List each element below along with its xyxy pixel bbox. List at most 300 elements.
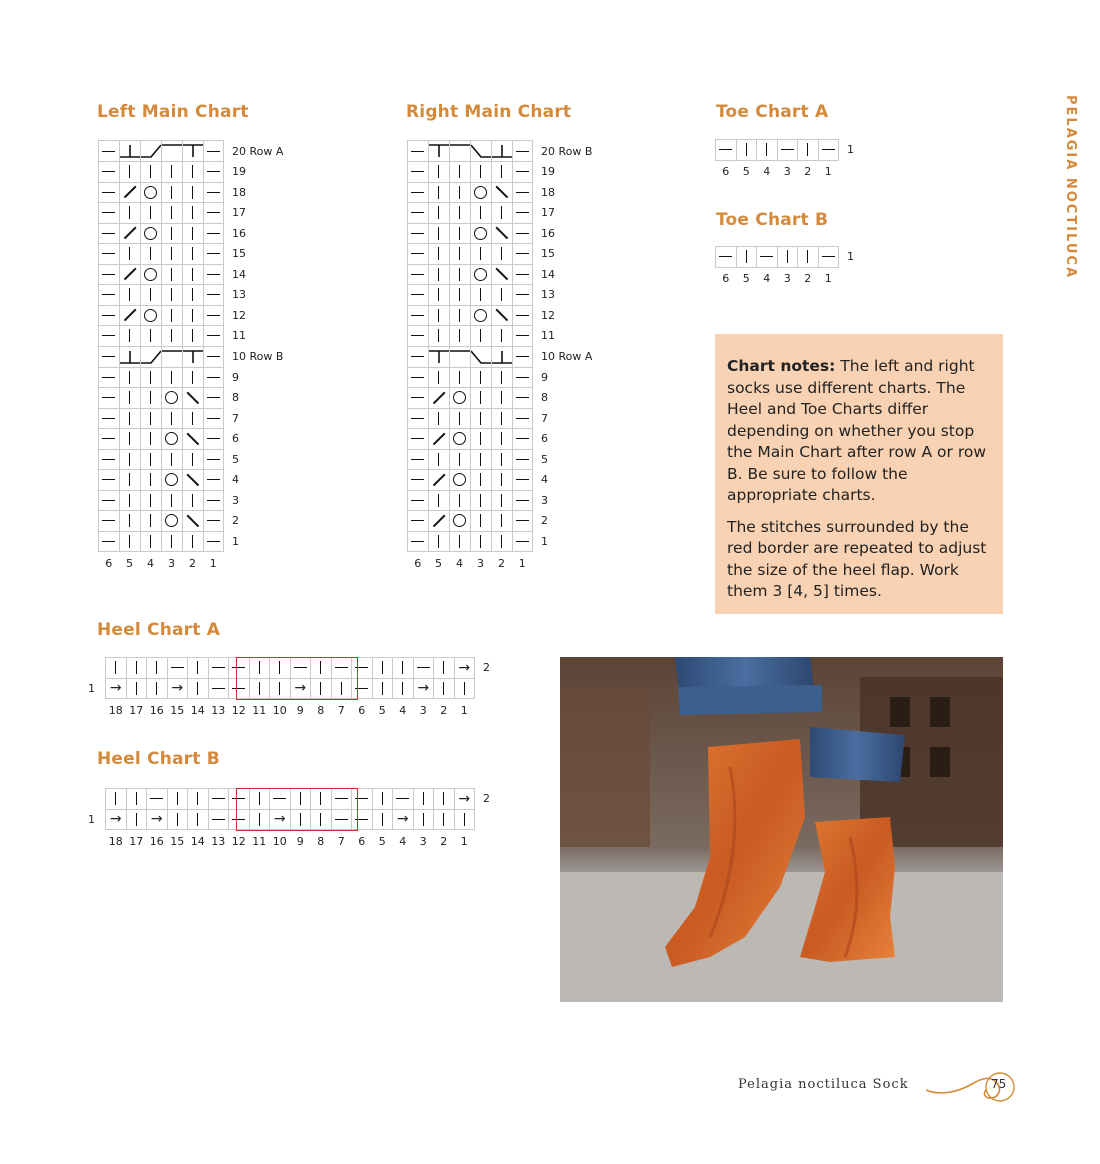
row-label: 12 xyxy=(541,308,555,322)
stitch-cell xyxy=(140,367,161,388)
cable-stitch-icon xyxy=(141,347,161,367)
purl-stitch-icon xyxy=(516,171,529,172)
yo-stitch-icon xyxy=(165,514,178,527)
stitch-cell xyxy=(182,388,203,409)
stitch-number: 11 xyxy=(252,834,267,848)
stitch-number: 9 xyxy=(296,834,304,848)
row-label: 14 xyxy=(541,267,555,281)
stitch-cell xyxy=(106,678,127,699)
stitch-cell xyxy=(408,531,429,552)
stitch-cell xyxy=(119,162,140,183)
stitch-cell xyxy=(140,285,161,306)
heel-chart-a-title: Heel Chart A xyxy=(97,620,221,640)
stitch-cell xyxy=(491,182,512,203)
purl-stitch-icon xyxy=(102,233,115,234)
stitch-cell xyxy=(470,326,491,347)
row-label: 12 xyxy=(232,308,246,322)
knit-stitch-icon xyxy=(197,661,198,674)
stitch-number: 5 xyxy=(742,272,750,285)
stitch-cell xyxy=(119,449,140,470)
row-label: 1 xyxy=(847,250,854,264)
stitch-cell xyxy=(99,408,120,429)
knit-stitch-icon xyxy=(150,288,151,301)
purl-stitch-icon xyxy=(207,479,220,480)
knit-stitch-icon xyxy=(150,391,151,404)
stitch-cell xyxy=(119,511,140,532)
row-label: 17 xyxy=(232,206,246,220)
chart-row xyxy=(99,182,284,203)
row-label: 1 xyxy=(541,534,548,548)
knit-stitch-icon xyxy=(459,329,460,342)
stitch-number: 8 xyxy=(317,703,325,717)
stitch-cell xyxy=(491,531,512,552)
stitch-cell xyxy=(229,809,250,830)
stitch-cell xyxy=(408,326,429,347)
purl-stitch-icon xyxy=(516,233,529,234)
purl-stitch-icon xyxy=(212,688,225,689)
stitch-cell xyxy=(491,141,512,162)
purl-stitch-icon xyxy=(411,356,424,357)
stitch-cell xyxy=(428,388,449,409)
stitch-cell xyxy=(736,247,757,268)
chart-row xyxy=(408,531,593,552)
purl-stitch-icon xyxy=(207,315,220,316)
row-label: 15 xyxy=(541,247,555,261)
slip-arrow-icon: → xyxy=(458,790,471,807)
stitch-cell xyxy=(147,789,168,810)
stitch-cell xyxy=(408,182,429,203)
knit-stitch-icon xyxy=(438,227,439,240)
knit-stitch-icon xyxy=(136,792,137,805)
purl-stitch-icon xyxy=(411,377,424,378)
stitch-cell xyxy=(428,346,449,367)
knit-stitch-icon xyxy=(480,473,481,486)
stitch-cell xyxy=(798,247,819,268)
stitch-cell xyxy=(161,305,182,326)
purl-stitch-icon xyxy=(411,335,424,336)
stitch-cell xyxy=(161,162,182,183)
stitch-cell xyxy=(203,141,224,162)
knit-stitch-icon xyxy=(115,661,116,674)
left-main-chart xyxy=(98,140,284,574)
purl-stitch-icon xyxy=(411,397,424,398)
cable-stitch-icon xyxy=(120,347,140,367)
purl-stitch-icon xyxy=(516,192,529,193)
stitch-number: 8 xyxy=(317,834,325,848)
stitch-cell xyxy=(449,203,470,224)
stitch-cell xyxy=(470,408,491,429)
stitch-cell xyxy=(331,809,352,830)
stitch-cell xyxy=(434,789,455,810)
knit-stitch-icon xyxy=(501,329,502,342)
knit-stitch-icon xyxy=(480,514,481,527)
knit-stitch-icon xyxy=(177,792,178,805)
purl-stitch-icon xyxy=(232,798,245,799)
stitch-cell xyxy=(449,223,470,244)
stitch-cell xyxy=(428,223,449,244)
chart-row xyxy=(99,305,284,326)
knit-stitch-icon xyxy=(464,813,465,826)
knit-stitch-icon xyxy=(129,165,130,178)
row-label: 19 xyxy=(541,165,555,179)
chart-row xyxy=(99,388,284,409)
knit-stitch-icon xyxy=(192,268,193,281)
stitch-cell xyxy=(249,678,270,699)
stitch-cell xyxy=(818,247,839,268)
stitch-cell xyxy=(182,203,203,224)
knit-stitch-icon xyxy=(150,514,151,527)
chart-row xyxy=(408,429,593,450)
purl-stitch-icon xyxy=(207,500,220,501)
row-label: 7 xyxy=(541,411,548,425)
purl-stitch-icon xyxy=(102,377,115,378)
stitch-cell xyxy=(428,531,449,552)
stitch-cell xyxy=(99,305,120,326)
stitch-number: 18 xyxy=(108,834,123,848)
stitch-cell xyxy=(99,264,120,285)
stitch-number: 3 xyxy=(168,556,175,570)
stitch-number: 5 xyxy=(378,834,386,848)
knit-stitch-icon xyxy=(480,329,481,342)
knit-stitch-icon xyxy=(746,250,747,263)
purl-stitch-icon xyxy=(516,253,529,254)
knit-stitch-icon xyxy=(192,206,193,219)
stitch-cell xyxy=(449,244,470,265)
row-label xyxy=(475,809,491,830)
row-label: 18 xyxy=(232,185,246,199)
stitch-cell xyxy=(512,388,533,409)
knit-stitch-icon xyxy=(177,813,178,826)
stitch-cell xyxy=(449,162,470,183)
row-label: 11 xyxy=(541,329,555,343)
stitch-number: 14 xyxy=(190,834,205,848)
knit-stitch-icon xyxy=(438,494,439,507)
chart-row xyxy=(408,490,593,511)
stitch-cell xyxy=(270,809,291,830)
stitch-cell xyxy=(428,203,449,224)
purl-stitch-icon xyxy=(411,171,424,172)
stitch-cell xyxy=(512,305,533,326)
knit-stitch-icon xyxy=(156,682,157,695)
knit-stitch-icon xyxy=(459,371,460,384)
stitch-cell xyxy=(140,223,161,244)
chart-row xyxy=(88,658,490,679)
stitch-cell xyxy=(798,140,819,161)
row-label xyxy=(475,678,491,699)
stitch-cell xyxy=(99,223,120,244)
stitch-cell xyxy=(126,678,147,699)
yo-stitch-icon xyxy=(453,514,466,527)
slash-stitch-icon xyxy=(123,186,135,198)
stitch-number: 18 xyxy=(108,703,123,717)
stitch-cell xyxy=(182,326,203,347)
knit-stitch-icon xyxy=(438,371,439,384)
stitch-number: 2 xyxy=(440,834,448,848)
stitch-cell xyxy=(491,244,512,265)
stitch-number: 7 xyxy=(337,703,345,717)
purl-stitch-icon xyxy=(207,192,220,193)
knit-stitch-icon xyxy=(192,186,193,199)
stitch-cell xyxy=(140,511,161,532)
knit-stitch-icon xyxy=(192,412,193,425)
stitch-cell xyxy=(99,511,120,532)
chart-row xyxy=(99,141,284,162)
stitch-cell xyxy=(182,305,203,326)
stitch-cell xyxy=(126,658,147,679)
stitch-number: 6 xyxy=(722,165,730,178)
stitch-cell xyxy=(818,140,839,161)
stitch-cell xyxy=(449,531,470,552)
stitch-number: 5 xyxy=(378,703,386,717)
row-label: 16 xyxy=(541,226,555,240)
purl-stitch-icon xyxy=(102,500,115,501)
stitch-cell xyxy=(106,809,127,830)
stitch-cell xyxy=(428,449,449,470)
chart-row xyxy=(408,223,593,244)
stitch-cell xyxy=(182,141,203,162)
stitch-cell xyxy=(408,449,429,470)
knit-stitch-icon xyxy=(480,535,481,548)
purl-stitch-icon xyxy=(411,192,424,193)
stitch-cell xyxy=(311,678,332,699)
purl-stitch-icon xyxy=(102,192,115,193)
stitch-cell xyxy=(99,346,120,367)
knit-stitch-icon xyxy=(115,792,116,805)
purl-stitch-icon xyxy=(411,233,424,234)
stitch-cell xyxy=(470,203,491,224)
knit-stitch-icon xyxy=(192,309,193,322)
purl-stitch-icon xyxy=(207,438,220,439)
knit-stitch-icon xyxy=(197,682,198,695)
yo-stitch-icon xyxy=(165,473,178,486)
knit-stitch-icon xyxy=(459,288,460,301)
row-label-left xyxy=(88,658,106,679)
slash-stitch-icon xyxy=(123,268,135,280)
knit-stitch-icon xyxy=(443,661,444,674)
stitch-number: 2 xyxy=(440,703,448,717)
stitch-number: 1 xyxy=(824,272,832,285)
cable-stitch-icon xyxy=(141,141,161,161)
stitch-number-row xyxy=(99,552,284,575)
purl-stitch-icon xyxy=(516,459,529,460)
row-label: 14 xyxy=(232,267,246,281)
stitch-cell xyxy=(167,809,188,830)
row-label: 10 Row A xyxy=(541,350,593,363)
stitch-cell xyxy=(408,141,429,162)
stitch-number: 10 xyxy=(272,834,287,848)
knit-stitch-icon xyxy=(150,247,151,260)
stitch-cell xyxy=(140,182,161,203)
stitch-cell xyxy=(428,285,449,306)
stitch-number: 11 xyxy=(252,703,267,717)
stitch-cell xyxy=(140,388,161,409)
chart-row xyxy=(99,203,284,224)
knit-stitch-icon xyxy=(192,288,193,301)
purl-stitch-icon xyxy=(102,397,115,398)
stitch-cell xyxy=(449,326,470,347)
stitch-cell xyxy=(203,223,224,244)
stitch-cell xyxy=(428,141,449,162)
purl-stitch-icon xyxy=(102,151,115,152)
purl-stitch-icon xyxy=(335,798,348,799)
knit-stitch-icon xyxy=(136,661,137,674)
stitch-cell xyxy=(428,326,449,347)
stitch-cell xyxy=(203,490,224,511)
row-label: 9 xyxy=(232,370,239,384)
purl-stitch-icon xyxy=(212,667,225,668)
stitch-cell xyxy=(99,141,120,162)
stitch-cell xyxy=(512,244,533,265)
stitch-number: 6 xyxy=(105,556,113,570)
stitch-cell xyxy=(203,162,224,183)
stitch-cell xyxy=(203,285,224,306)
chart-row xyxy=(408,182,593,203)
knit-stitch-icon xyxy=(197,792,198,805)
purl-stitch-icon xyxy=(102,438,115,439)
stitch-cell xyxy=(413,678,434,699)
knit-stitch-icon xyxy=(480,494,481,507)
stitch-number: 4 xyxy=(399,703,407,717)
row-label: 7 xyxy=(232,411,239,425)
bslash-stitch-icon xyxy=(495,268,507,280)
stitch-number: 4 xyxy=(763,272,771,285)
stitch-cell xyxy=(428,162,449,183)
knit-stitch-icon xyxy=(129,206,130,219)
stitch-cell xyxy=(449,388,470,409)
bslash-stitch-icon xyxy=(186,392,198,404)
stitch-number-row xyxy=(88,830,490,853)
left-main-chart-title: Left Main Chart xyxy=(97,102,249,122)
stitch-cell xyxy=(140,203,161,224)
knit-stitch-icon xyxy=(171,453,172,466)
stitch-cell xyxy=(119,264,140,285)
stitch-cell xyxy=(229,658,250,679)
stitch-cell xyxy=(140,490,161,511)
stitch-number-row xyxy=(88,699,490,722)
stitch-cell xyxy=(413,658,434,679)
stitch-cell xyxy=(140,326,161,347)
knit-stitch-icon xyxy=(259,792,260,805)
yo-stitch-icon xyxy=(144,186,157,199)
knit-stitch-icon xyxy=(150,371,151,384)
stitch-cell xyxy=(270,658,291,679)
notes-para2: The stitches surrounded by the red border are repeated to adjust the size of the heel flap. Work them 3 [4, 5] times. xyxy=(727,517,987,600)
row-label: 13 xyxy=(232,288,246,302)
knit-stitch-icon xyxy=(382,682,383,695)
bslash-stitch-icon xyxy=(186,433,198,445)
stitch-cell xyxy=(119,408,140,429)
row-label: 8 xyxy=(232,391,239,405)
knit-stitch-icon xyxy=(459,453,460,466)
right-main-chart xyxy=(407,140,593,574)
stitch-cell xyxy=(119,346,140,367)
purl-stitch-icon xyxy=(411,212,424,213)
cable-stitch-icon xyxy=(450,347,470,367)
stitch-cell xyxy=(491,449,512,470)
purl-stitch-icon xyxy=(102,294,115,295)
stitch-cell xyxy=(470,470,491,491)
row-label: 16 xyxy=(232,226,246,240)
knit-stitch-icon xyxy=(192,453,193,466)
knit-stitch-icon xyxy=(129,412,130,425)
stitch-cell xyxy=(491,388,512,409)
purl-stitch-icon xyxy=(516,418,529,419)
stitch-cell xyxy=(512,223,533,244)
cable-stitch-icon xyxy=(162,347,182,367)
stitch-cell xyxy=(512,326,533,347)
toe-chart-b-title: Toe Chart B xyxy=(716,210,829,230)
stitch-number: 17 xyxy=(129,703,144,717)
stitch-cell xyxy=(119,141,140,162)
stitch-number: 2 xyxy=(804,272,812,285)
row-label-left: 1 xyxy=(88,681,95,695)
stitch-cell xyxy=(428,244,449,265)
stitch-cell xyxy=(736,140,757,161)
purl-stitch-icon xyxy=(212,819,225,820)
knit-stitch-icon xyxy=(171,268,172,281)
stitch-cell xyxy=(188,678,209,699)
stitch-cell xyxy=(161,141,182,162)
cable-stitch-icon xyxy=(450,141,470,161)
stitch-cell xyxy=(119,367,140,388)
stitch-number: 1 xyxy=(209,556,217,570)
stitch-cell xyxy=(182,285,203,306)
knit-stitch-icon xyxy=(197,813,198,826)
stitch-number: 3 xyxy=(419,703,427,717)
purl-stitch-icon xyxy=(411,479,424,480)
purl-stitch-icon xyxy=(719,256,732,257)
stitch-cell xyxy=(512,449,533,470)
stitch-cell xyxy=(454,809,475,830)
knit-stitch-icon xyxy=(259,813,260,826)
knit-stitch-icon xyxy=(171,186,172,199)
stitch-cell xyxy=(449,449,470,470)
stitch-cell xyxy=(393,789,414,810)
purl-stitch-icon xyxy=(822,256,835,257)
knit-stitch-icon xyxy=(438,206,439,219)
stitch-number: 2 xyxy=(804,165,812,178)
stitch-cell xyxy=(372,809,393,830)
stitch-cell xyxy=(270,678,291,699)
purl-stitch-icon xyxy=(102,253,115,254)
stitch-cell xyxy=(428,408,449,429)
stitch-cell xyxy=(352,809,373,830)
stitch-cell xyxy=(203,429,224,450)
stitch-cell xyxy=(140,449,161,470)
row-label: 3 xyxy=(541,493,548,507)
stitch-cell xyxy=(99,326,120,347)
stitch-cell xyxy=(491,346,512,367)
stitch-cell xyxy=(182,531,203,552)
knit-stitch-icon xyxy=(423,813,424,826)
knit-stitch-icon xyxy=(459,268,460,281)
stitch-cell xyxy=(470,244,491,265)
heel-chart-b-title: Heel Chart B xyxy=(97,749,220,769)
cable-stitch-icon xyxy=(429,347,449,367)
stitch-number: 13 xyxy=(211,834,226,848)
row-label: 20 Row B xyxy=(541,144,593,158)
stitch-cell xyxy=(182,182,203,203)
stitch-cell xyxy=(106,789,127,810)
stitch-number: 15 xyxy=(170,703,185,717)
stitch-cell xyxy=(161,326,182,347)
purl-stitch-icon xyxy=(516,151,529,152)
stitch-cell xyxy=(188,809,209,830)
stitch-cell xyxy=(512,346,533,367)
knit-stitch-icon xyxy=(459,494,460,507)
chart-row xyxy=(716,247,855,268)
stitch-cell xyxy=(491,285,512,306)
